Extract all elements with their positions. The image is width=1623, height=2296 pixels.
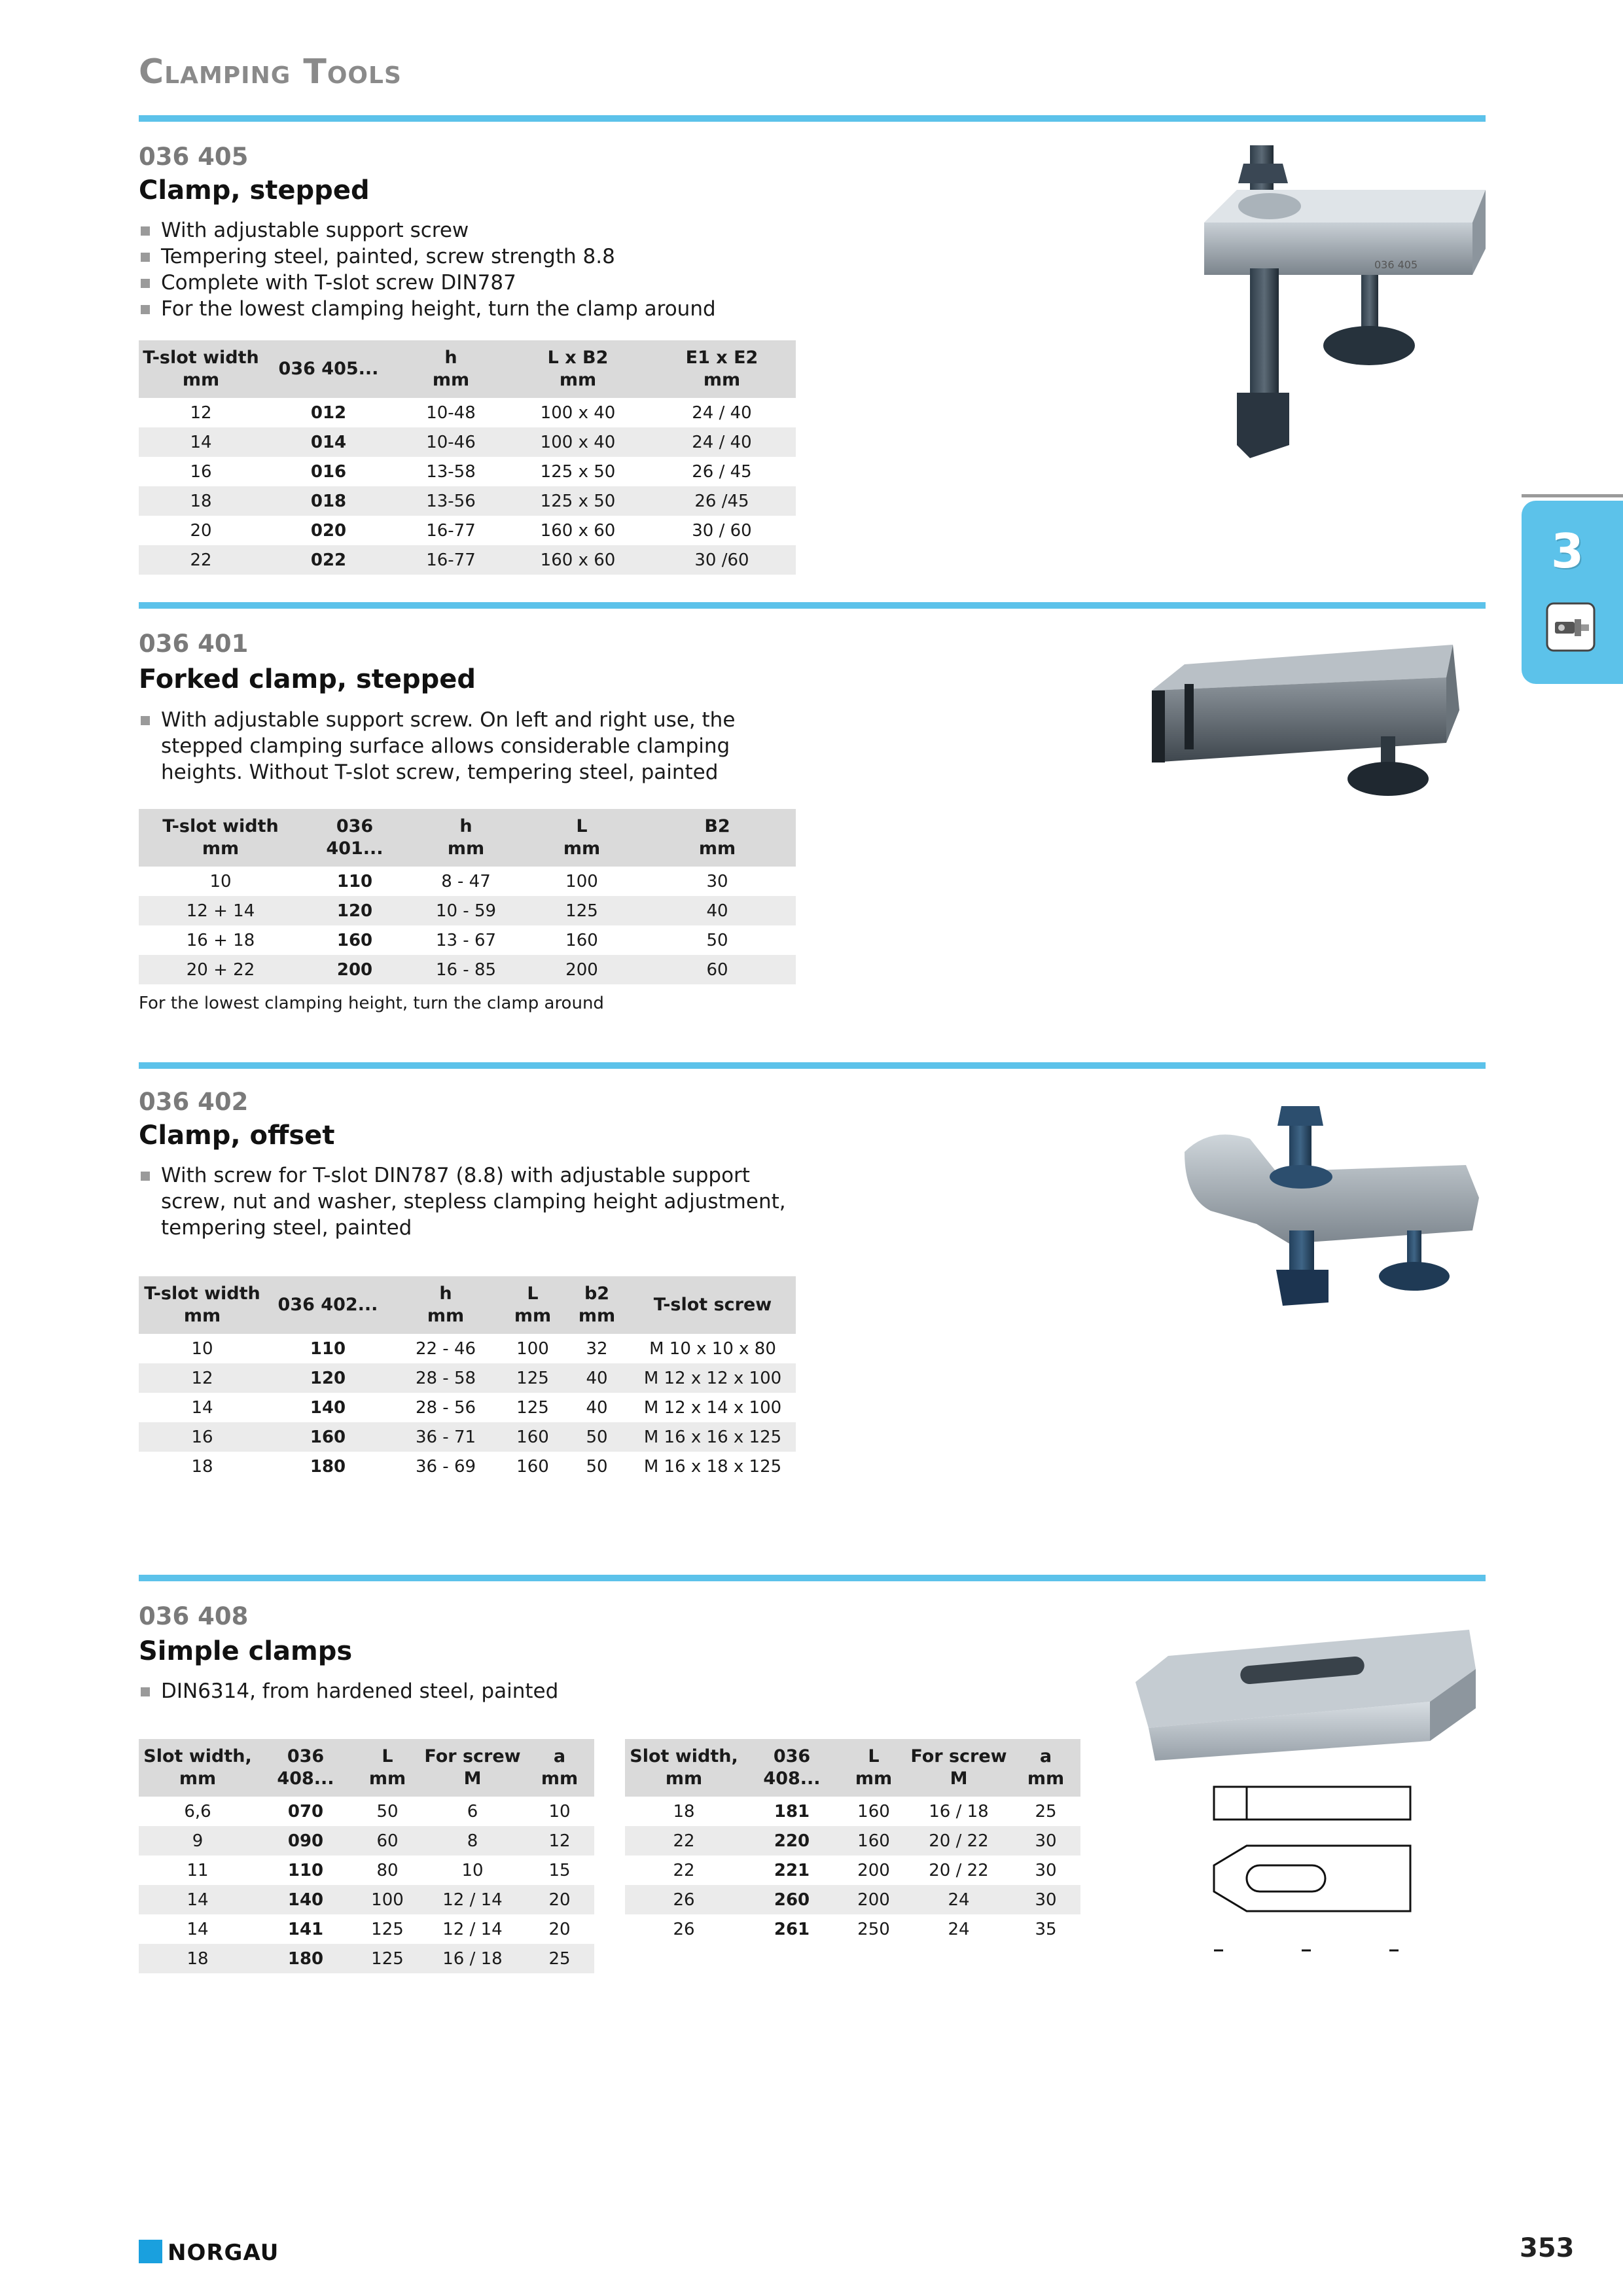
table-cell: 160 <box>501 1422 564 1452</box>
table-cell: 36 - 69 <box>415 1456 476 1477</box>
table-row <box>139 1422 796 1452</box>
table-row <box>139 867 796 896</box>
table-cell: 30 <box>1011 1885 1080 1914</box>
side-tab-line <box>1522 494 1623 497</box>
table-cell: 20 / 22 <box>906 1826 1011 1856</box>
table-row <box>139 1944 594 1973</box>
article-number: 036 408 <box>139 1602 249 1630</box>
table-cell: 125 <box>501 1363 564 1393</box>
column-header <box>906 1739 1011 1797</box>
column-header-text: mm <box>179 1768 217 1789</box>
article-code-cell: 022 <box>263 545 394 575</box>
chapter-number: 3 <box>1551 524 1584 579</box>
simple-clamp-drawing <box>1207 1780 1430 1957</box>
table-cell: 26 / 45 <box>692 461 752 482</box>
table-cell: 200 <box>525 955 639 984</box>
column-header <box>648 340 796 398</box>
table-row <box>139 1797 594 1826</box>
article-code-cell: 016 <box>310 461 347 482</box>
column-header <box>841 1739 906 1797</box>
table-cell: 160 <box>565 930 598 950</box>
article-code-cell: 180 <box>257 1944 355 1973</box>
article-code-cell: 020 <box>310 520 347 541</box>
table-cell: 200 <box>857 1860 890 1880</box>
column-header-text: a <box>553 1746 566 1767</box>
table-cell: 35 <box>1035 1919 1057 1939</box>
table-cell: 250 <box>857 1919 890 1939</box>
column-header-text: h <box>444 348 457 368</box>
table-row <box>139 1885 594 1914</box>
column-header-text: mm <box>563 838 601 859</box>
section-divider <box>139 602 1486 609</box>
column-header-text: mm <box>447 838 485 859</box>
column-header-text: T-slot width <box>162 816 279 836</box>
table-cell: 16 / 18 <box>929 1801 989 1821</box>
column-header-text: mm <box>182 370 220 390</box>
table-cell: 30 <box>1011 1826 1080 1856</box>
table-cell: 20 <box>190 520 212 541</box>
column-header-text: mm <box>514 1306 552 1326</box>
column-header-text: Slot width, <box>630 1746 738 1767</box>
column-header-text: a <box>1039 1746 1052 1767</box>
table-cell: 16-77 <box>426 520 476 541</box>
column-header-text: 036 401... <box>326 816 383 859</box>
article-code-cell: 140 <box>310 1397 346 1418</box>
article-code-cell: 220 <box>743 1826 841 1856</box>
table-cell: 22 - 46 <box>415 1338 476 1359</box>
table-cell: 50 <box>586 1456 608 1477</box>
column-header-text: mm <box>427 1306 465 1326</box>
article-number: 036 405 <box>139 143 249 171</box>
column-header-text: mm <box>368 1768 406 1789</box>
column-header-text: mm <box>541 1768 579 1789</box>
feature-item: DIN6314, from hardened steel, painted <box>139 1678 793 1704</box>
table-cell: 14 <box>191 1397 213 1418</box>
table-cell: 14 <box>139 1885 257 1914</box>
article-code-cell: 141 <box>287 1919 324 1939</box>
product-title: Forked clamp, stepped <box>139 664 476 694</box>
column-header-text: L <box>382 1746 393 1767</box>
table-cell: 40 <box>586 1397 608 1418</box>
table-cell: 36 - 71 <box>390 1422 501 1452</box>
article-code-cell: 090 <box>257 1826 355 1856</box>
table-cell: 125 x 50 <box>508 486 648 516</box>
table-cell: 20 <box>548 1919 571 1939</box>
table-cell: 10-46 <box>394 427 508 457</box>
table-cell: 200 <box>841 1885 906 1914</box>
table-cell: 10 <box>548 1801 571 1821</box>
column-header-text: mm <box>855 1768 893 1789</box>
table-cell: 80 <box>376 1860 399 1880</box>
column-header-text: 036 405... <box>278 359 379 379</box>
table-cell: 125 <box>525 896 639 925</box>
column-header-text: M <box>950 1768 968 1789</box>
article-code-cell: 160 <box>266 1422 390 1452</box>
column-header-text: mm <box>698 838 736 859</box>
table-row <box>139 457 796 486</box>
table-cell: 100 x 40 <box>508 427 648 457</box>
table-cell: 100 x 40 <box>540 403 616 423</box>
column-header-text: L x B2 <box>547 348 609 368</box>
table-cell: 22 <box>673 1860 695 1880</box>
table-cell: 25 <box>1035 1801 1057 1821</box>
article-code-cell: 160 <box>336 930 373 950</box>
table-cell: 28 - 56 <box>415 1397 476 1418</box>
column-header <box>139 1739 257 1797</box>
table-cell: 60 <box>639 955 796 984</box>
column-header-text: L <box>527 1283 539 1304</box>
table-cell: 20 <box>525 1885 594 1914</box>
spec-table-right <box>625 1739 1080 1944</box>
column-header-text: 036 402... <box>277 1295 378 1315</box>
column-header <box>302 809 407 867</box>
table-row <box>139 1334 796 1363</box>
article-code-cell: 120 <box>302 896 407 925</box>
table-row <box>139 1452 796 1481</box>
table-row <box>625 1826 1080 1856</box>
column-header <box>630 1276 796 1334</box>
table-cell: 100 <box>355 1885 420 1914</box>
table-cell: 125 <box>516 1397 549 1418</box>
column-header <box>1011 1739 1080 1797</box>
table-cell: 26 <box>625 1885 743 1914</box>
column-header-text: 036 408... <box>763 1746 821 1789</box>
table-cell: 18 <box>191 1456 213 1477</box>
section-divider <box>139 115 1486 122</box>
table-cell: 20 + 22 <box>139 955 302 984</box>
table-cell: M 12 x 14 x 100 <box>643 1397 782 1418</box>
table-cell: 12 + 14 <box>139 896 302 925</box>
tool-holder-icon <box>1546 602 1596 652</box>
column-header <box>355 1739 420 1797</box>
feature-list <box>139 1162 793 1241</box>
column-header <box>625 1739 743 1797</box>
table-row <box>139 896 796 925</box>
table-cell: 18 <box>673 1801 695 1821</box>
column-header-text: mm <box>578 1306 616 1326</box>
table-cell: 50 <box>706 930 728 950</box>
table-cell: 16 <box>139 1422 266 1452</box>
column-header <box>263 340 394 398</box>
article-number: 036 402 <box>139 1088 249 1116</box>
table-cell: 50 <box>564 1422 630 1452</box>
table-cell: 10 <box>191 1338 213 1359</box>
table-cell: M 12 x 12 x 100 <box>630 1363 796 1393</box>
table-cell: 30 /60 <box>648 545 796 575</box>
table-cell: 26 /45 <box>648 486 796 516</box>
product-title: Clamp, stepped <box>139 175 370 206</box>
column-header-text: For screw <box>424 1746 521 1767</box>
table-cell: 160 <box>516 1456 549 1477</box>
stepped-clamp-image <box>1191 137 1518 478</box>
column-header <box>139 1276 266 1334</box>
feature-item: Complete with T-slot screw DIN787 <box>139 270 859 296</box>
table-cell: 26 <box>673 1919 695 1939</box>
table-cell: 12 <box>139 1363 266 1393</box>
table-cell: M 10 x 10 x 80 <box>649 1338 776 1359</box>
table-cell: 24 <box>906 1885 1011 1914</box>
feature-item: With adjustable support screw <box>139 217 859 243</box>
column-header-text: M <box>463 1768 482 1789</box>
spec-table <box>139 809 796 984</box>
table-cell: 11 <box>187 1860 209 1880</box>
table-row <box>625 1856 1080 1885</box>
table-cell: 28 - 58 <box>390 1363 501 1393</box>
table-cell: 24 / 40 <box>692 403 752 423</box>
column-header <box>407 809 525 867</box>
section-divider <box>139 1062 1486 1069</box>
table-cell: 125 <box>355 1944 420 1973</box>
table-cell: 24 / 40 <box>648 427 796 457</box>
article-code-cell: 140 <box>257 1885 355 1914</box>
table-cell: 16 + 18 <box>186 930 255 950</box>
article-code-cell: 260 <box>743 1885 841 1914</box>
column-header-text: h <box>439 1283 452 1304</box>
column-header-text: T-slot width <box>143 348 259 368</box>
table-cell: 16-77 <box>394 545 508 575</box>
table-cell: 16 / 18 <box>420 1944 525 1973</box>
table-cell: 40 <box>564 1363 630 1393</box>
product-title: Simple clamps <box>139 1636 353 1666</box>
article-number: 036 401 <box>139 630 249 658</box>
column-header <box>508 340 648 398</box>
page-number: 353 <box>1520 2233 1575 2263</box>
table-cell: 24 <box>948 1919 970 1939</box>
product-title: Clamp, offset <box>139 1121 335 1151</box>
column-header-text: For screw <box>910 1746 1007 1767</box>
svg-text:036 405: 036 405 <box>1374 259 1418 271</box>
table-cell: 15 <box>548 1860 571 1880</box>
table-cell: 30 / 60 <box>692 520 752 541</box>
article-code-cell: 221 <box>774 1860 810 1880</box>
table-cell: 8 <box>420 1826 525 1856</box>
feature-item: Tempering steel, painted, screw strength 8.8 <box>139 243 859 270</box>
feature-item: With screw for T-slot DIN787 (8.8) with adjustable support screw, nut and washer, stepless clamping height adjustment, tempering steel, painted <box>139 1162 793 1241</box>
table-cell: 16 - 85 <box>407 955 525 984</box>
table-row <box>139 1393 796 1422</box>
article-code-cell: 181 <box>774 1801 810 1821</box>
page-title: Clamping Tools <box>139 52 402 92</box>
article-code-cell: 261 <box>774 1919 810 1939</box>
table-cell: 12 / 14 <box>420 1885 525 1914</box>
table-row <box>625 1914 1080 1944</box>
table-cell: 100 <box>516 1338 549 1359</box>
column-header <box>564 1276 630 1334</box>
table-cell: M 16 x 18 x 125 <box>643 1456 782 1477</box>
table-cell: 9 <box>139 1826 257 1856</box>
forked-clamp-image <box>1139 638 1492 828</box>
column-header-text: B2 <box>704 816 730 836</box>
column-header <box>743 1739 841 1797</box>
article-code-cell: 180 <box>310 1456 346 1477</box>
article-code-cell: 200 <box>302 955 407 984</box>
spec-table <box>139 340 796 575</box>
table-cell: 12 / 14 <box>442 1919 503 1939</box>
simple-clamp-image <box>1129 1617 1482 1761</box>
article-code-cell: 110 <box>336 871 373 891</box>
feature-list <box>139 1678 793 1704</box>
table-cell: 18 <box>139 486 263 516</box>
table-cell: 16 <box>190 461 212 482</box>
table-row <box>625 1885 1080 1914</box>
table-cell: 160 <box>841 1826 906 1856</box>
table-note: For the lowest clamping height, turn the clamp around <box>139 994 604 1013</box>
table-row <box>139 398 796 427</box>
column-header-text: mm <box>432 370 470 390</box>
column-header <box>525 1739 594 1797</box>
table-cell: 13-58 <box>426 461 476 482</box>
table-cell: 60 <box>355 1826 420 1856</box>
column-header <box>266 1276 390 1334</box>
table-row <box>139 925 796 955</box>
table-cell: 12 <box>525 1826 594 1856</box>
section-divider <box>139 1575 1486 1581</box>
table-cell: 13 - 67 <box>435 930 497 950</box>
column-header <box>501 1276 564 1334</box>
feature-item: With adjustable support screw. On left and right use, the stepped clamping surface allows considerable clamping heights. Without T-slot screw, tempering steel, painted <box>139 707 793 785</box>
column-header <box>639 809 796 867</box>
column-header-text: mm <box>202 838 240 859</box>
column-header <box>420 1739 525 1797</box>
table-cell: 14 <box>187 1919 209 1939</box>
table-row <box>139 427 796 457</box>
feature-list <box>139 217 859 322</box>
table-cell: 160 <box>857 1801 890 1821</box>
table-cell: 18 <box>139 1944 257 1973</box>
column-header-text: b2 <box>584 1283 610 1304</box>
column-header <box>139 340 263 398</box>
table-row <box>139 1826 594 1856</box>
column-header-text: mm <box>559 370 597 390</box>
article-code-cell: 120 <box>266 1363 390 1393</box>
article-code-cell: 018 <box>263 486 394 516</box>
table-cell: 10 - 59 <box>407 896 525 925</box>
column-header-text: mm <box>665 1768 703 1789</box>
column-header-text: L <box>868 1746 880 1767</box>
brand-name: NORGAU <box>168 2240 279 2266</box>
feature-list <box>139 707 793 785</box>
column-header <box>257 1739 355 1797</box>
table-row <box>139 1856 594 1885</box>
table-cell: 6 <box>467 1801 478 1821</box>
column-header-text: mm <box>1027 1768 1065 1789</box>
table-cell: 20 / 22 <box>929 1860 989 1880</box>
article-code-cell: 110 <box>287 1860 324 1880</box>
article-code-cell: 014 <box>263 427 394 457</box>
column-header-text: 036 408... <box>277 1746 334 1789</box>
table-cell: 12 <box>190 403 212 423</box>
column-header-text: mm <box>183 1306 221 1326</box>
table-cell: 22 <box>139 545 263 575</box>
table-row <box>139 955 796 984</box>
column-header-text: T-slot screw <box>653 1295 772 1315</box>
table-cell: 14 <box>139 427 263 457</box>
table-row <box>625 1797 1080 1826</box>
table-cell: 25 <box>525 1944 594 1973</box>
column-header-text: Slot width, <box>143 1746 252 1767</box>
feature-item: For the lowest clamping height, turn the clamp around <box>139 296 859 322</box>
table-cell: 125 x 50 <box>540 461 616 482</box>
column-header <box>525 809 639 867</box>
table-cell: 13-56 <box>394 486 508 516</box>
article-code-cell: 070 <box>287 1801 324 1821</box>
column-header-text: h <box>459 816 473 836</box>
table-cell: 10-48 <box>426 403 476 423</box>
table-cell: 10 <box>461 1860 484 1880</box>
column-header <box>394 340 508 398</box>
table-cell: 32 <box>586 1338 608 1359</box>
table-row <box>139 1914 594 1944</box>
table-row <box>139 516 796 545</box>
table-cell: 160 x 60 <box>540 520 616 541</box>
column-header-text: mm <box>703 370 741 390</box>
offset-clamp-image <box>1171 1100 1492 1316</box>
table-cell: 125 <box>371 1919 404 1939</box>
table-cell: 10 <box>209 871 232 891</box>
table-row <box>139 545 796 575</box>
column-header-text: E1 x E2 <box>685 348 758 368</box>
table-cell: 22 <box>625 1826 743 1856</box>
spec-table-left <box>139 1739 594 1973</box>
column-header-text: T-slot width <box>144 1283 260 1304</box>
table-cell: 50 <box>376 1801 399 1821</box>
table-cell: 40 <box>639 896 796 925</box>
table-cell: 30 <box>1035 1860 1057 1880</box>
table-cell: 100 <box>565 871 598 891</box>
norgau-logo-icon <box>139 2240 162 2263</box>
column-header <box>390 1276 501 1334</box>
column-header <box>139 809 302 867</box>
table-cell: 8 - 47 <box>441 871 491 891</box>
table-cell: 160 x 60 <box>508 545 648 575</box>
table-cell: 30 <box>706 871 728 891</box>
column-header-text: L <box>576 816 588 836</box>
table-cell: 6,6 <box>184 1801 211 1821</box>
table-row <box>139 1363 796 1393</box>
article-code-cell: 012 <box>310 403 347 423</box>
table-row <box>139 486 796 516</box>
table-cell: M 16 x 16 x 125 <box>630 1422 796 1452</box>
spec-table <box>139 1276 796 1481</box>
article-code-cell: 110 <box>310 1338 346 1359</box>
